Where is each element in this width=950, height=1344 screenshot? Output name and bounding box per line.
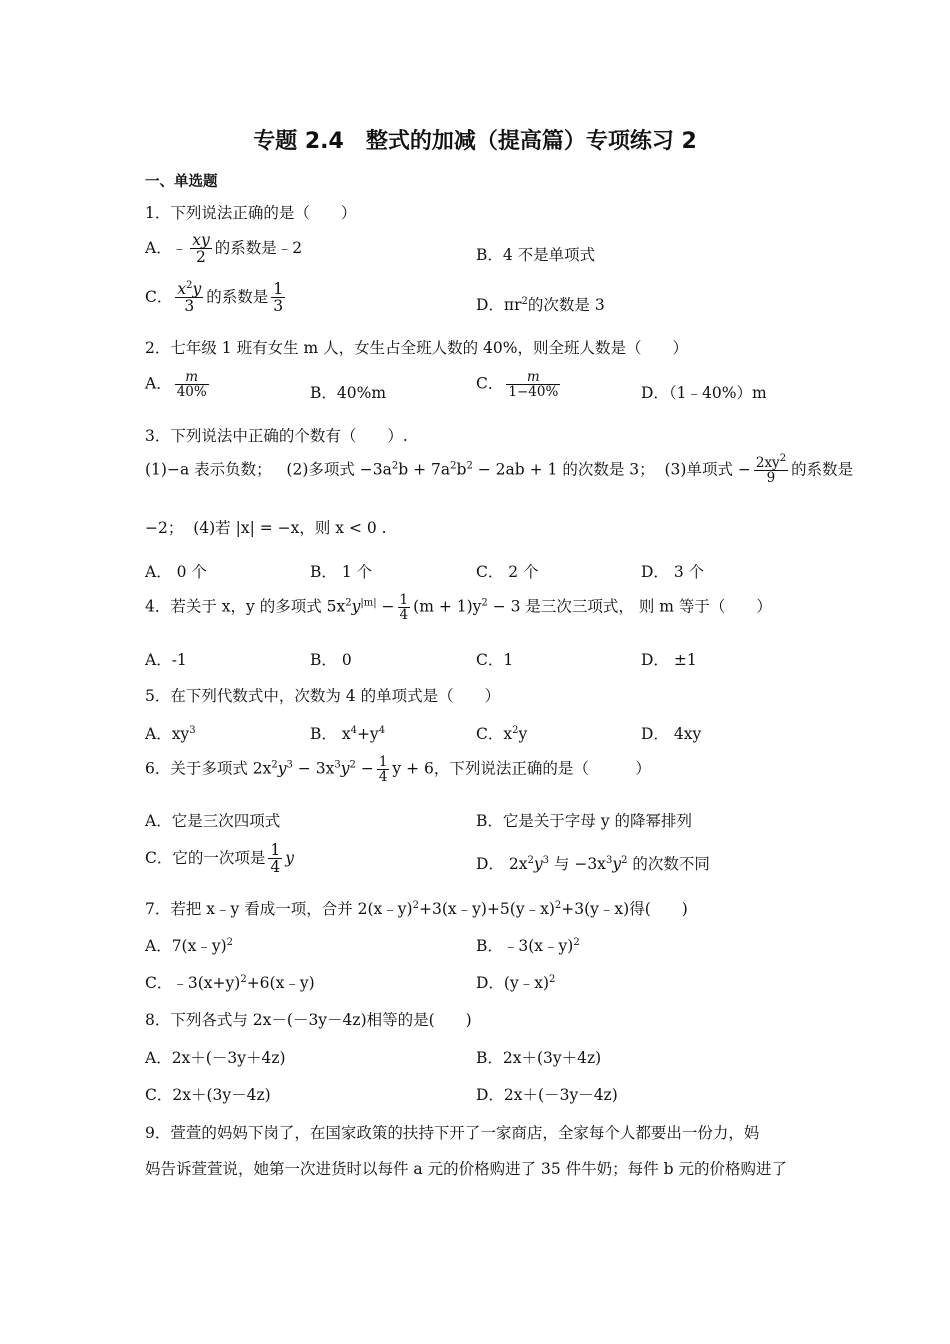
q3-option-b: B． 1 个 xyxy=(310,563,373,581)
question-6-stem: 6．关于多项式 $2x^2y^3 - 3x^3y^2$ − $\frac{1}{4}$ y + 6，下列说法正确的是（ ） xyxy=(145,754,651,786)
q6-option-b: B．它是关于字母 y 的降幂排列 xyxy=(476,812,693,830)
q6-option-c: C．它的一次项是 $\frac{1}{4}$ y xyxy=(145,841,295,877)
q2-option-d: D．（1﹣40%）m xyxy=(641,384,767,402)
q5-option-a: A．$xy^3$ xyxy=(145,725,196,743)
q1-option-a: A．﹣ $\frac{xy}{2}$ 的系数是﹣2 xyxy=(145,231,303,267)
question-9-line-2: 妈告诉萱萱说，她第一次进货时以每件 a 元的价格购进了 35 件牛奶；每件 b 元的价格购进了 xyxy=(145,1160,787,1178)
q3-statements: (1)−a 表示负数； (2)多项式 $-3a^2b + 7a^2b^2 - 2ab + 1$ 的次数是 3； (3)单项式 − $\frac{2xy^2}{9}$ 的系数是 xyxy=(145,453,854,487)
question-7-stem: 7．若把 x﹣y 看成一项，合并 2(x﹣y)$^2$+3(x﹣y)+5(y﹣x)$^2$+3(y﹣x)得( ) xyxy=(145,900,688,918)
q2-option-a: A． $\frac{m}{40\%}$ xyxy=(145,369,207,401)
q3-option-a: A． 0 个 xyxy=(145,563,207,581)
q6-option-a: A．它是三次四项式 xyxy=(145,812,281,830)
q3-option-d: D． 3 个 xyxy=(641,563,705,581)
question-8-stem: 8．下列各式与 2x－(－3y－4z)相等的是( ) xyxy=(145,1011,472,1029)
question-3-stem: 3．下列说法中正确的个数有（ ）. xyxy=(145,427,408,445)
q7-option-d: D．(y﹣x)$^2$ xyxy=(476,974,556,992)
q4-option-b: B． 0 xyxy=(310,651,352,669)
q2-option-c: C． $\frac{m}{1-40\%}$ xyxy=(476,369,559,401)
q3-statements-continued: −2； (4)若 |x| = −x，则 x < 0 . xyxy=(145,519,387,537)
q1-option-b: B．4 不是单项式 xyxy=(476,246,596,264)
q7-option-a: A．7(x﹣y)$^2$ xyxy=(145,937,234,955)
q7-option-b: B．﹣3(x﹣y)$^2$ xyxy=(476,937,580,955)
section-heading: 一、单选题 xyxy=(145,174,218,190)
q2-option-b: B．40%m xyxy=(310,384,387,402)
q6-option-d: D． $2x^2y^3$ 与 $-3x^3y^2$ 的次数不同 xyxy=(476,855,710,873)
q5-option-b: B． $x^4+y^4$ xyxy=(310,725,386,743)
q4-option-d: D． ±1 xyxy=(641,651,697,669)
q8-option-b: B．2x＋(3y＋4z) xyxy=(476,1049,602,1067)
q4-option-c: C．1 xyxy=(476,651,514,669)
q5-option-c: C．$x^2y$ xyxy=(476,725,528,743)
question-5-stem: 5．在下列代数式中，次数为 4 的单项式是（ ） xyxy=(145,687,501,705)
question-1-stem: 1．下列说法正确的是（ ） xyxy=(145,204,357,222)
q1-option-c: C． $\frac{x^2y}{3}$ 的系数是 $\frac{1}{3}$ xyxy=(145,280,284,316)
question-4-stem: 4．若关于 x，y 的多项式 $5x^2y^{|m|}$ − $\frac{1}{4}$ $(m + 1)y^2 - 3$ 是三次三项式， 则 m 等于（ ） xyxy=(145,592,772,624)
page-title: 专题 2.4 整式的加减（提高篇）专项练习 2 xyxy=(253,129,697,154)
q8-option-c: C．2x＋(3y－4z) xyxy=(145,1086,271,1104)
q3-option-c: C． 2 个 xyxy=(476,563,539,581)
q8-option-d: D．2x＋(－3y－4z) xyxy=(476,1086,618,1104)
question-9-line-1: 9．萱萱的妈妈下岗了，在国家政策的扶持下开了一家商店，全家每个人都要出一份力，妈 xyxy=(145,1124,760,1142)
q1-option-d: D．$\pi r^2$的次数是 3 xyxy=(476,296,605,314)
q8-option-a: A．2x＋(－3y＋4z) xyxy=(145,1049,286,1067)
question-2-stem: 2．七年级 1 班有女生 m 人，女生占全班人数的 40%，则全班人数是（ ） xyxy=(145,339,689,357)
q4-option-a: A．-1 xyxy=(145,651,187,669)
q7-option-c: C．$﹣3(x+y)^2+6(x﹣y)$ xyxy=(145,974,315,992)
q5-option-d: D． 4xy xyxy=(641,725,702,743)
